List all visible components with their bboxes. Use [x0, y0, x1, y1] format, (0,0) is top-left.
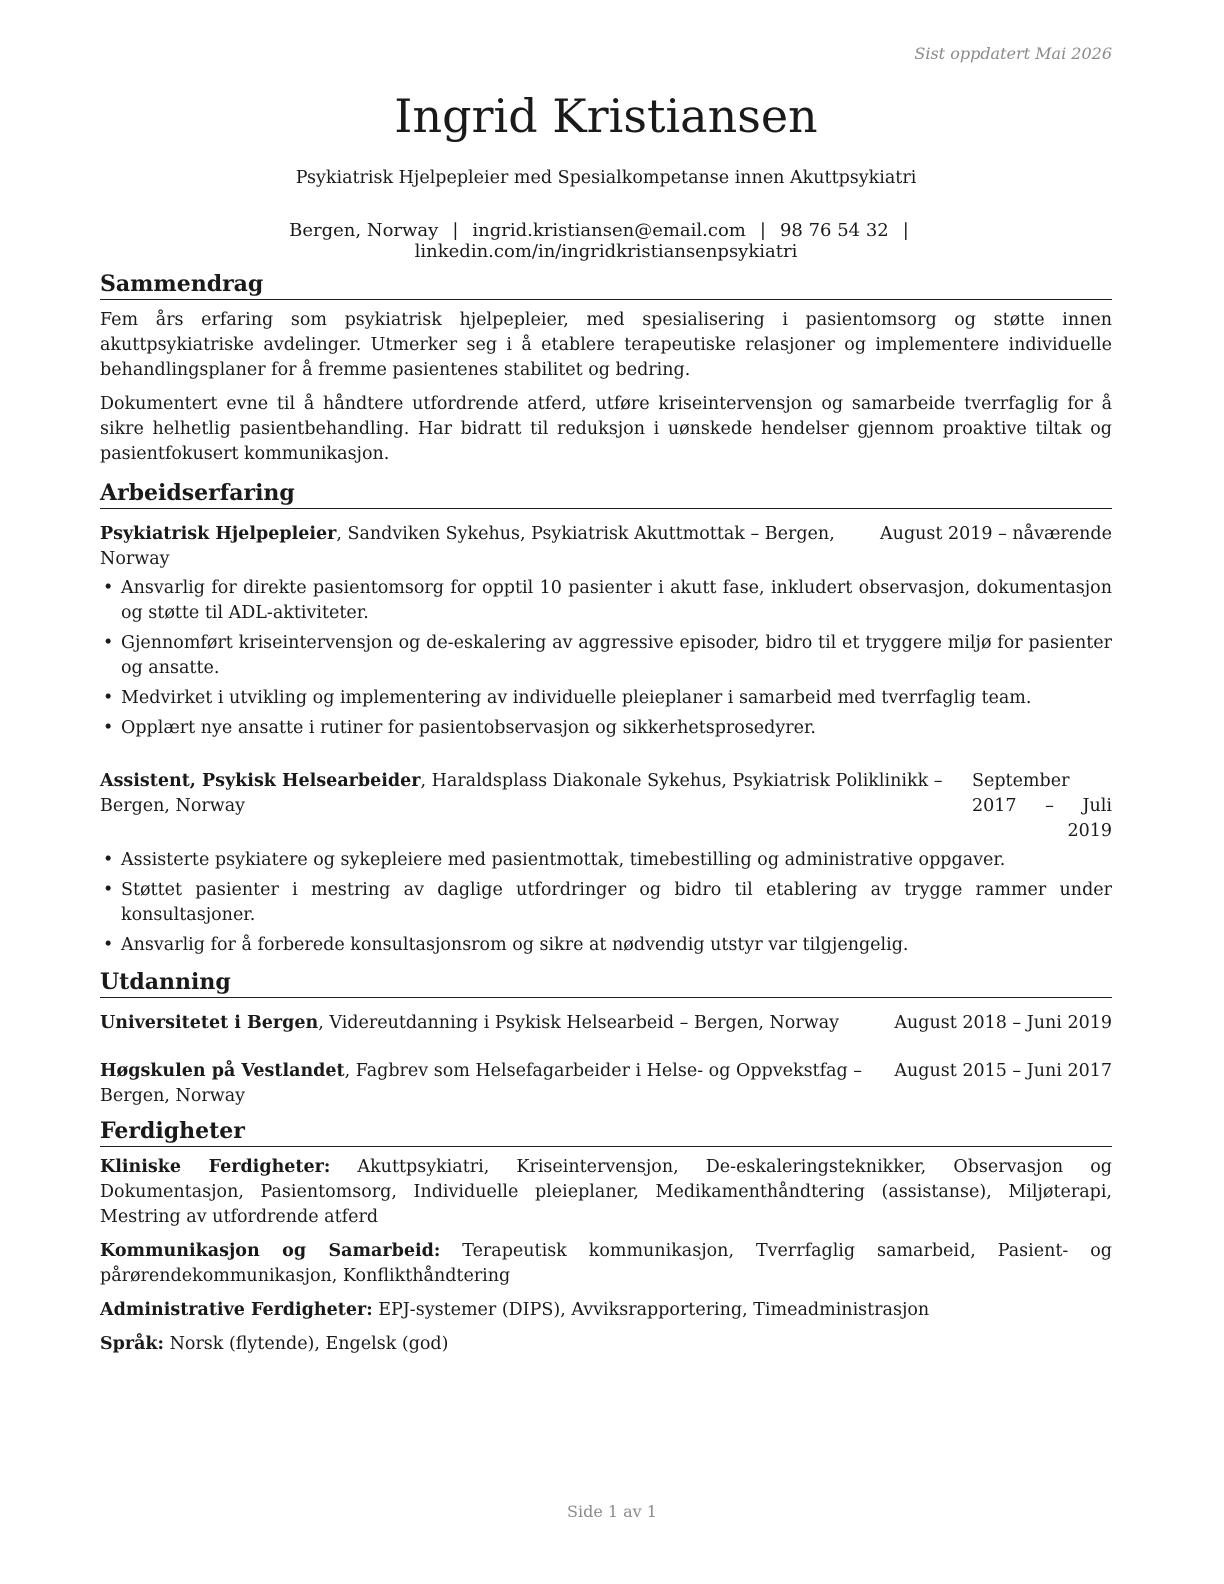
summary-section [100, 270, 1112, 467]
skill-group-label: Administrative Ferdigheter: [100, 1300, 373, 1320]
education-program: , Fagbrev som Helsefagarbeider i Helse- og Oppvekstfag – Bergen, Norway [100, 1061, 863, 1106]
contact-linkedin[interactable]: linkedin.com/in/ingridkristiansenpsykiatri [414, 241, 798, 262]
resume-content [100, 270, 1112, 1357]
candidate-headline: Psykiatrisk Hjelpepleier med Spesialkompetanse innen Akuttpsykiatri [295, 168, 917, 188]
skills-heading: Ferdigheter [100, 1117, 1112, 1147]
job-employer: , Sandviken Sykehus, Psykiatrisk Akuttmottak – Bergen, Norway [100, 524, 835, 569]
skill-group-label: Kliniske Ferdigheter: [100, 1157, 331, 1177]
skill-group-label: Kommunikasjon og Samarbeid: [100, 1241, 441, 1261]
contact-email[interactable]: ingrid.kristiansen@email.com [472, 220, 746, 241]
education-school: Høgskulen på Vestlandet [100, 1061, 345, 1081]
job-entry [100, 769, 1112, 958]
list-item: • Assisterte psykiatere og sykepleiere med pasientmottak, timebestilling og administrative oppgaver. [100, 848, 1112, 873]
candidate-name: Ingrid Kristiansen [394, 89, 818, 143]
education-program: , Videreutdanning i Psykisk Helsearbeid – Bergen, Norway [318, 1013, 840, 1033]
education-heading: Utdanning [100, 968, 1112, 998]
list-item: • Støttet pasienter i mestring av daglige utfordringer og bidro til etablering av trygge rammer under konsultasjoner. [100, 878, 1112, 928]
education-section [100, 968, 1112, 1109]
job-entry [100, 522, 1112, 741]
education-entry [100, 1011, 1112, 1036]
job-dates: August 2019 – nåværende [880, 524, 1112, 544]
list-item: • Ansvarlig for direkte pasientomsorg for opptil 10 pasienter i akutt fase, inkludert observasjon, dokumentasjon og støtte til ADL-aktiviteter. [100, 576, 1112, 626]
contact-separator: | [759, 220, 766, 241]
last-updated-note: Sist oppdatert Mai 2026 [914, 44, 1112, 63]
skill-group-text: Terapeutisk kommunikasjon, Tverrfaglig samarbeid, Pasient- og pårørendekommunikasjon, Konflikthåndtering [100, 1241, 1112, 1286]
contact-location: Bergen, Norway [289, 220, 439, 241]
list-item: • Ansvarlig for å forberede konsultasjonsrom og sikre at nødvendig utstyr var tilgjengelig. [100, 933, 1112, 958]
job-dates: September 2017 – Juli 2019 [972, 771, 1112, 841]
education-entry [100, 1059, 1112, 1109]
skill-group [100, 1298, 1112, 1323]
education-title-line [100, 1059, 882, 1109]
job-bullets [100, 576, 1112, 741]
education-title-line [100, 1011, 882, 1036]
skill-group-text: Akuttpsykiatri, Kriseintervensjon, De-eskaleringsteknikker, Observasjon og Dokumentasjon, Pasientomsorg, Individuelle pleieplaner, Medikamenthåndtering (assistanse), Miljøterapi, Mestring av utfordrende atferd [100, 1157, 1112, 1227]
summary-heading: Sammendrag [100, 270, 1112, 300]
job-title-line [100, 522, 868, 572]
job-header [100, 769, 1112, 844]
experience-section [100, 479, 1112, 958]
skill-group-label: Språk: [100, 1334, 165, 1354]
job-title-line [100, 769, 960, 819]
page-number: Side 1 av 1 [567, 1502, 657, 1521]
summary-paragraph: Fem års erfaring som psykiatrisk hjelpepleier, med spesialisering i pasientomsorg og støtte innen akuttpsykiatriske avdelinger. Utmerker seg i å etablere terapeutiske relasjoner og implementere individuelle behandlingsplaner for å fremme pasientenes stabilitet og bedring. [100, 310, 1112, 380]
skill-group-text: Norsk (flytende), Engelsk (god) [164, 1334, 449, 1354]
job-employer: , Haraldsplass Diakonale Sykehus, Psykiatrisk Poliklinikk – Bergen, Norway [100, 771, 943, 816]
job-title: Psykiatrisk Hjelpepleier [100, 524, 337, 544]
summary-paragraph: Dokumentert evne til å håndtere utfordrende atferd, utføre kriseintervensjon og samarbeide tverrfaglig for å sikre helhetlig pasientbehandling. Har bidratt til reduksjon i uønskede hendelser gjennom proaktive tiltak og pasientfokusert kommunikasjon. [100, 394, 1112, 464]
contact-phone: 98 76 54 32 [779, 220, 889, 241]
experience-heading: Arbeidserfaring [100, 479, 1112, 509]
skill-group [100, 1332, 1112, 1357]
education-school: Universitetet i Bergen [100, 1013, 319, 1033]
list-item: • Gjennomført kriseintervensjon og de-eskalering av aggressive episoder, bidro til et tryggere miljø for pasienter og ansatte. [100, 631, 1112, 681]
list-item: • Opplært nye ansatte i rutiner for pasientobservasjon og sikkerhetsprosedyrer. [100, 716, 1112, 741]
job-header [100, 522, 1112, 572]
list-item: • Medvirket i utvikling og implementering av individuelle pleieplaner i samarbeid med tverrfaglig team. [100, 686, 1112, 711]
job-bullets [100, 848, 1112, 958]
contact-separator: | [452, 220, 459, 241]
education-dates: August 2015 – Juni 2017 [894, 1061, 1112, 1081]
skills-section [100, 1117, 1112, 1357]
skill-group [100, 1239, 1112, 1289]
skill-group [100, 1155, 1112, 1230]
contact-separator: | [902, 220, 909, 241]
education-dates: August 2018 – Juni 2019 [894, 1013, 1112, 1033]
job-title: Assistent, Psykisk Helsearbeider [100, 771, 421, 791]
skill-group-text: EPJ-systemer (DIPS), Avviksrapportering, Timeadministrasjon [372, 1300, 930, 1320]
contact-line [100, 220, 1112, 262]
